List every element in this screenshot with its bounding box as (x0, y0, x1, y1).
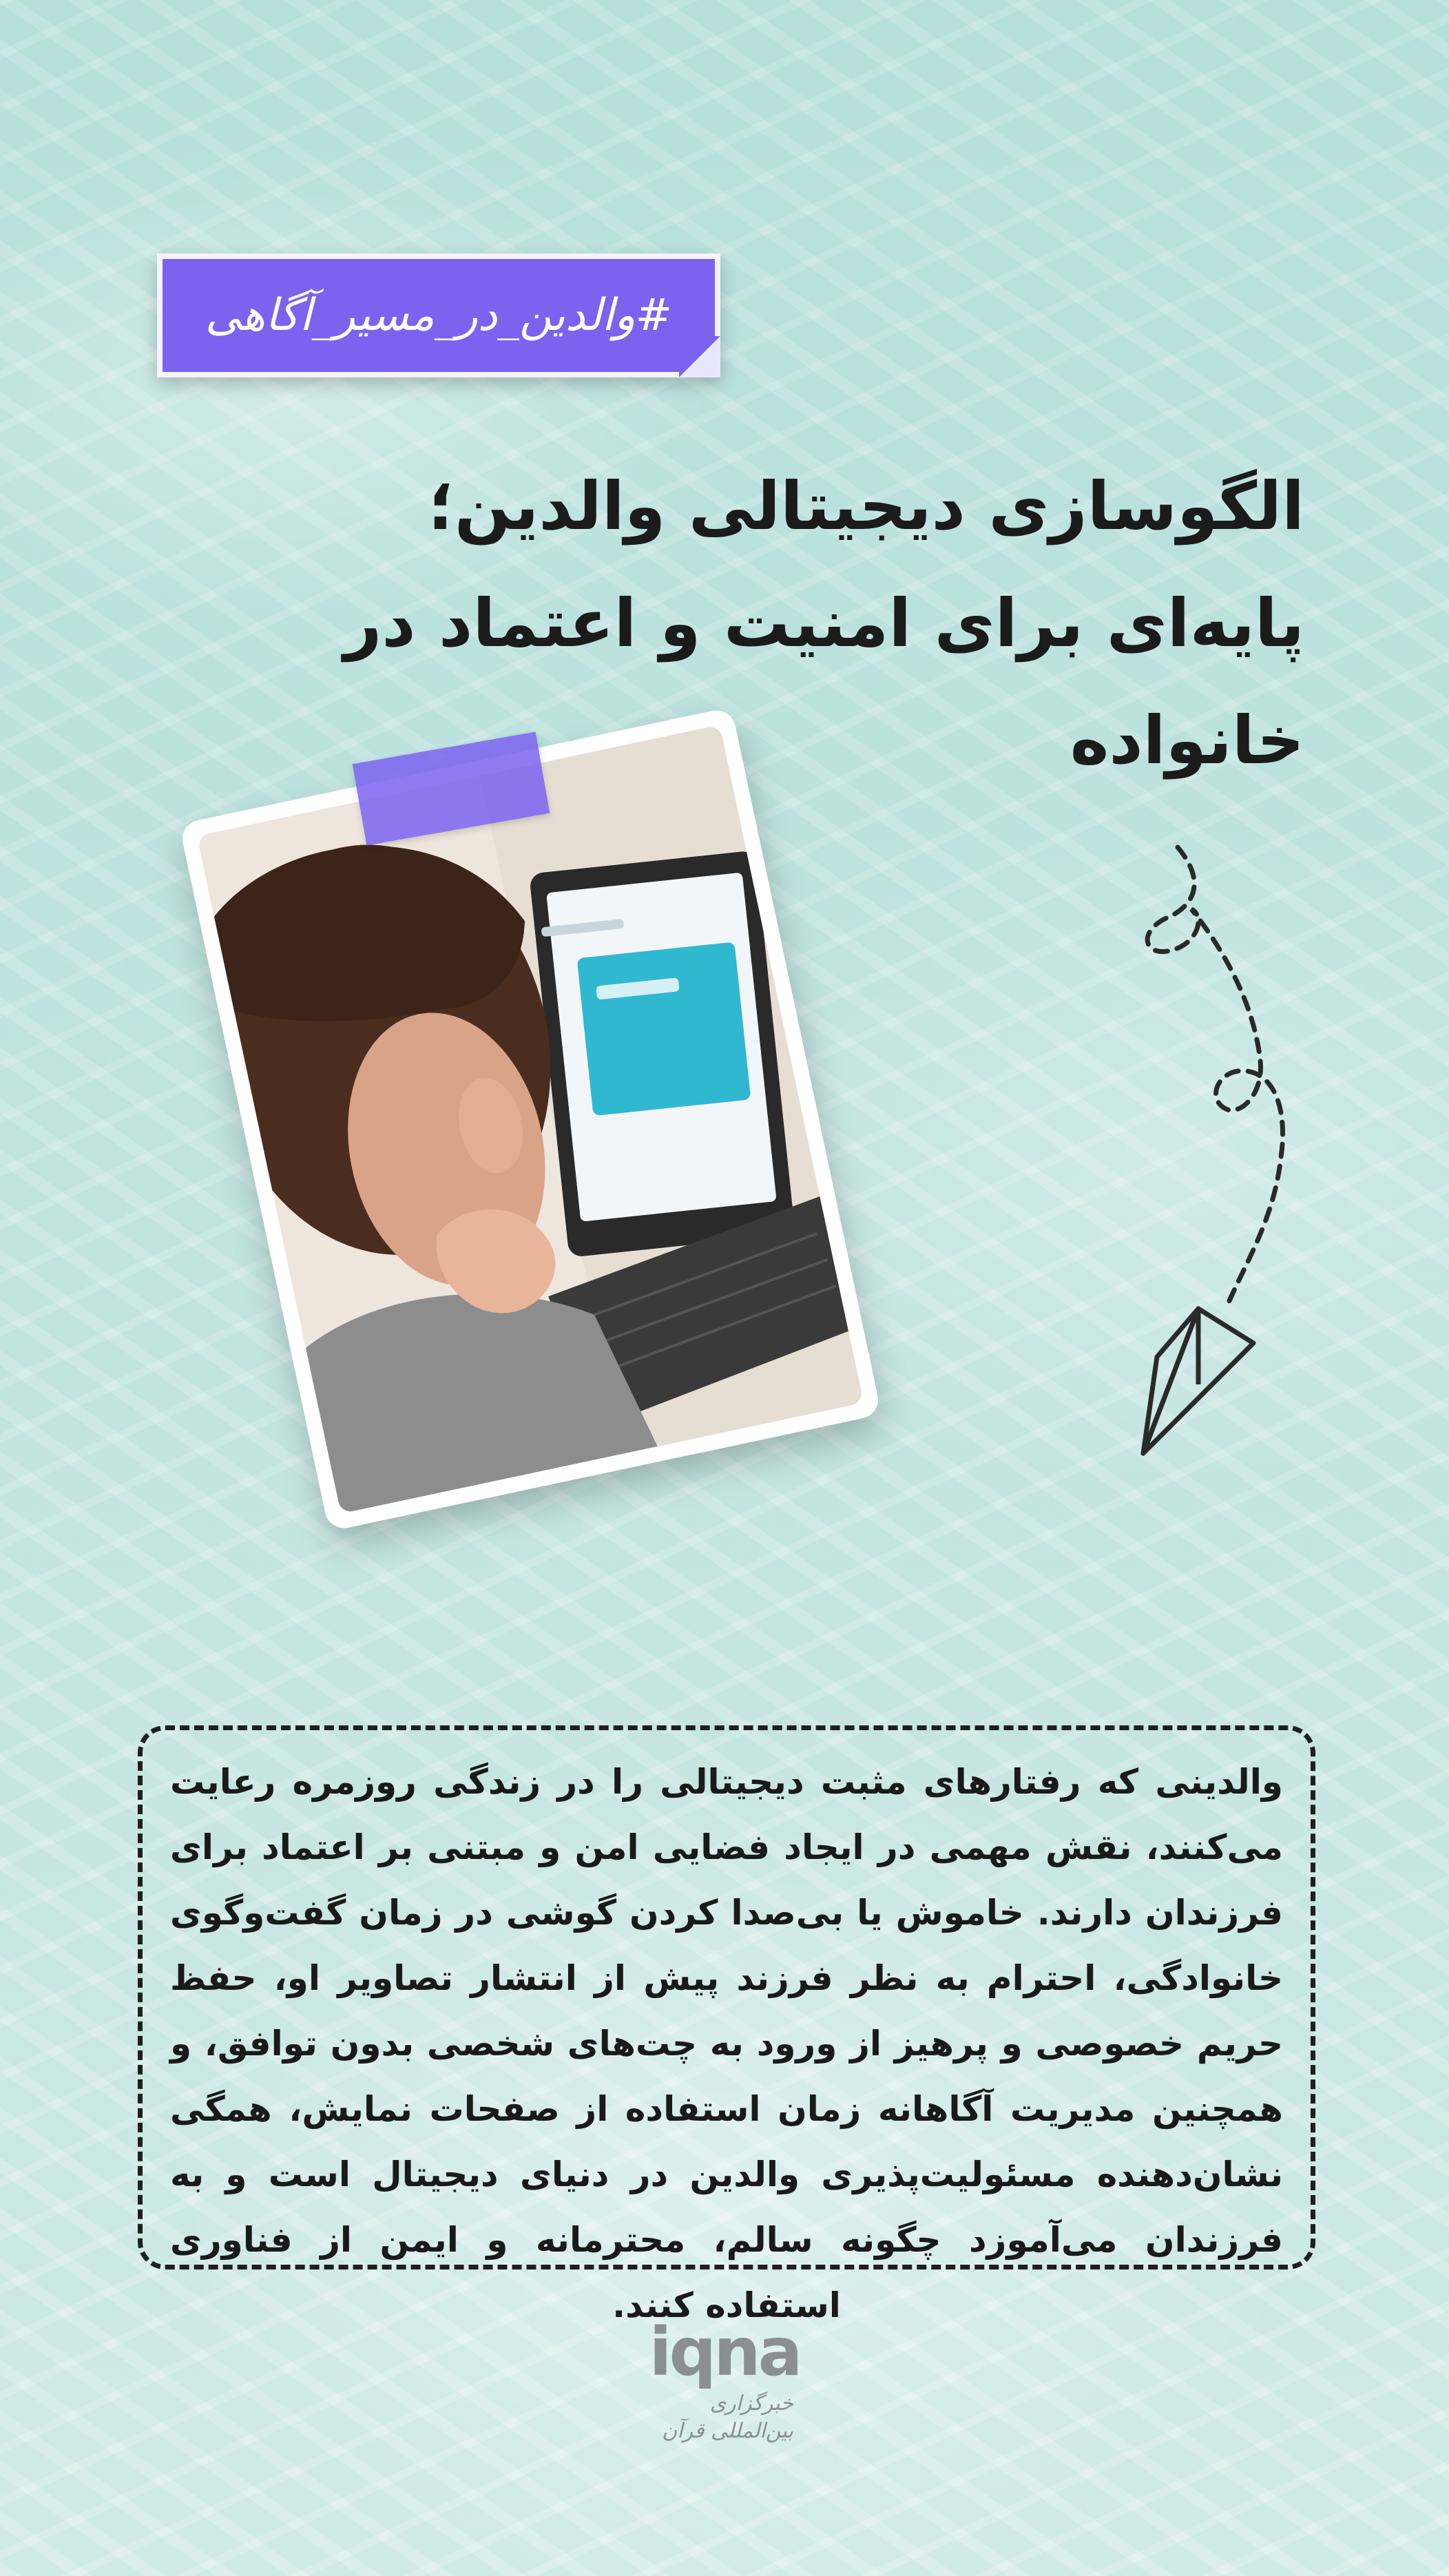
tag-fold-corner (679, 336, 720, 377)
body-text-box (138, 1725, 1315, 2325)
logo-subtitle: خبرگزاری بین‌المللی قرآن (662, 2391, 793, 2443)
headline-line-2: پایه‌ای برای امنیت و اعتماد در خانواده (344, 585, 1304, 779)
logo-mark: iqna (649, 2314, 800, 2391)
photo-child-at-laptop (197, 725, 864, 1513)
paper-plane-icon (1116, 833, 1336, 1467)
headline-line-1: الگوسازی دیجیتالی والدین؛ (428, 468, 1304, 545)
hashtag-text: #والدین_در_مسیر_آگاهی (205, 290, 673, 341)
photo-illustration (197, 725, 864, 1513)
hashtag-label (157, 253, 720, 377)
photo-card (179, 707, 882, 1532)
body-paragraph: والدینی که رفتارهای مثبت دیجیتالی را در زندگی روزمره رعایت می‌کنند، نقش مهمی در ایجاد فضایی امن و مبتنی بر اعتماد برای فرزندان دارند. خاموش یا بی‌صدا کردن گوشی در زمان گفت‌وگوی خانوادگی، احترام به نظر فرزند پیش از انتشار تصاویر او، حفظ حریم خصوصی و پرهیز از ورود به چت‌های شخصی بدون توافق، و همچنین مدیریت آگاهانه زمان استفاده از صفحات نمایش، همگی نشان‌دهنده مسئولیت‌پذیری والدین در دنیای دیجیتال است و به فرزندان می‌آموزد چگونه سالم، محترمانه و ایمن از فناوری استفاده کنند. (170, 1762, 1283, 2325)
iqna-logo (649, 2314, 800, 2452)
